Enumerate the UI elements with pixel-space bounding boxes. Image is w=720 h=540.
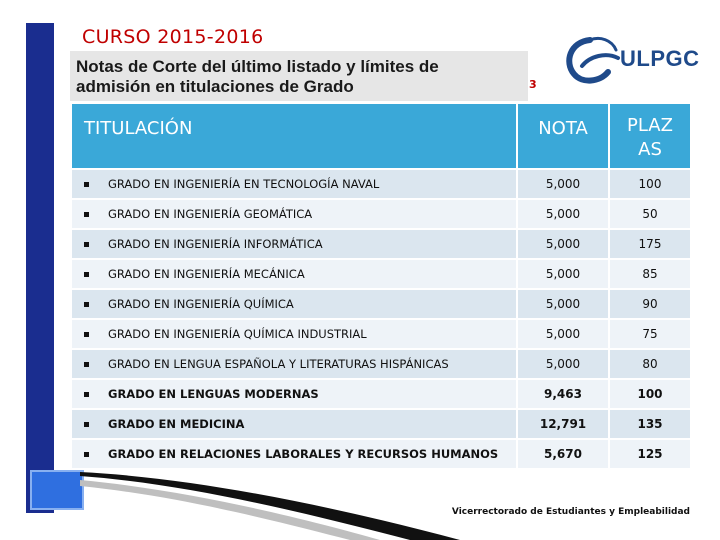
nota-cell: 12,791 [539, 417, 587, 431]
nota-cell: 5,000 [545, 327, 581, 341]
table-row [72, 410, 690, 440]
table-row [72, 380, 690, 410]
subtitle-box [70, 51, 528, 101]
degrees-table [72, 170, 690, 470]
degree-name: GRADO EN LENGUAS MODERNAS [108, 387, 319, 401]
table-row [72, 200, 690, 230]
degree-name: GRADO EN INGENIERÍA QUÍMICA [108, 297, 294, 311]
bullet-icon [84, 392, 89, 397]
nota-cell: 5,000 [545, 177, 581, 191]
nota-cell: 9,463 [544, 387, 582, 401]
footer-text: Vicerrectorado de Estudiantes y Empleabilidad [451, 507, 690, 517]
table-row [72, 350, 690, 380]
slide-subtitle: Notas de Corte del último listado y límites de admisión en titulaciones de Grado [76, 57, 439, 96]
course-title: CURSO 2015-2016 [82, 26, 264, 48]
table-row [72, 440, 690, 470]
table-row [72, 320, 690, 350]
degree-name-cell [72, 200, 516, 228]
degree-name-cell [72, 260, 516, 288]
degree-name-cell [72, 230, 516, 258]
nota-cell: 5,670 [544, 447, 582, 461]
degree-name: GRADO EN RELACIONES LABORALES Y RECURSOS HUMANOS [108, 447, 499, 461]
bullet-icon [84, 362, 89, 367]
nota-cell: 5,000 [545, 237, 581, 251]
plazas-cell: 50 [642, 207, 658, 221]
header-titulacion [72, 104, 516, 168]
plazas-cell: 125 [637, 447, 663, 461]
table-row [72, 230, 690, 260]
degree-name: GRADO EN INGENIERÍA INFORMÁTICA [108, 237, 323, 251]
degree-name-cell [72, 440, 516, 468]
degree-name: GRADO EN LENGUA ESPAÑOLA Y LITERATURAS HISPÁNICAS [108, 357, 449, 371]
header-plazas: PLAZ AS [610, 104, 690, 168]
nota-cell: 5,000 [545, 267, 581, 281]
degree-name: GRADO EN INGENIERÍA GEOMÁTICA [108, 207, 313, 221]
left-accent-square [30, 470, 84, 510]
bullet-icon [84, 452, 89, 457]
table-row [72, 170, 690, 200]
plazas-cell: 85 [642, 267, 658, 281]
degree-name: GRADO EN MEDICINA [108, 417, 245, 431]
degree-name: GRADO EN INGENIERÍA QUÍMICA INDUSTRIAL [108, 327, 367, 341]
header-nota: NOTA [518, 104, 608, 168]
bullet-icon [84, 242, 89, 247]
bullet-icon [84, 272, 89, 277]
table-row [72, 260, 690, 290]
nota-cell: 5,000 [545, 357, 581, 371]
degree-name-cell [72, 320, 516, 348]
page-marker: 3 [529, 78, 537, 91]
bullet-icon [84, 182, 89, 187]
degree-name: GRADO EN INGENIERÍA EN TECNOLOGÍA NAVAL [108, 177, 380, 191]
bullet-icon [84, 422, 89, 427]
decorative-swoosh [80, 468, 720, 540]
bullet-icon [84, 302, 89, 307]
plazas-cell: 175 [638, 237, 662, 251]
plazas-cell: 100 [638, 177, 662, 191]
degree-name-cell [72, 290, 516, 318]
nota-cell: 5,000 [545, 297, 581, 311]
degree-name-cell [72, 380, 516, 408]
bullet-icon [84, 332, 89, 337]
logo-text: ULPGC [620, 46, 700, 71]
header-titulacion-label: TITULACIÓN [84, 118, 193, 139]
table-row [72, 290, 690, 320]
degree-name-cell [72, 410, 516, 438]
degree-name: GRADO EN INGENIERÍA MECÁNICA [108, 267, 305, 281]
plazas-cell: 90 [642, 297, 658, 311]
bullet-icon [84, 212, 89, 217]
degree-name-cell [72, 350, 516, 378]
plazas-cell: 75 [642, 327, 658, 341]
plazas-cell: 135 [637, 417, 663, 431]
nota-cell: 5,000 [545, 207, 581, 221]
degree-name-cell [72, 170, 516, 198]
plazas-cell: 100 [637, 387, 663, 401]
left-accent-bar [26, 23, 54, 513]
plazas-cell: 80 [642, 357, 658, 371]
